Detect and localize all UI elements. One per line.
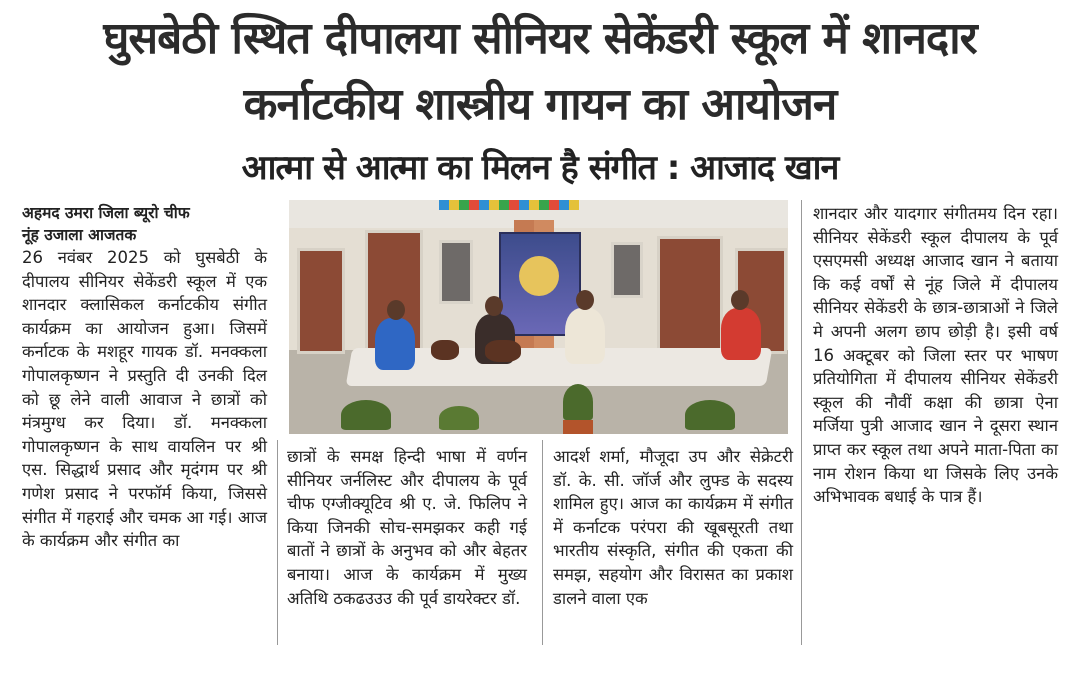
column-divider (801, 200, 802, 645)
article-column-middle-2 (553, 445, 793, 610)
column-divider (542, 440, 543, 645)
headline-line-2: कर्नाटकीय शास्त्रीय गायन का आयोजन (243, 79, 837, 130)
column-text-left: 26 नवंबर 2025 को घुसबेठी के दीपालय सीनियर सेकेंडरी स्कूल में एक शानदार क्लासिकल कर्नाटकीय संगीत कार्यक्रम का आयोजन हुआ। जिसमें कर्नाटक के मशहूर गायक डॉ. मनक्कला गोपालकृष्णन ने प्रस्तुति दी उनकी दिल को छू लेने वाली आवाज ने छात्रों को मंत्रमुग्ध कर दिया। डॉ. मनक्कला गोपालकृष्णन के साथ वायलिन पर श्री एस. सिद्धार्थ प्रसाद और मृदंगम पर श्री गणेश प्रसाद ने परफॉर्म किया, जिससे संगीत में गहराई और चमक आ गई। आज के कार्यक्रम और संगीत का (22, 248, 267, 551)
headline-line-1: घुसबेठी स्थित दीपालया सीनियर सेकेंडरी स्कूल में शानदार (103, 13, 977, 64)
column-divider (277, 440, 278, 645)
article-column-middle-1 (287, 445, 527, 610)
subheadline: आत्मा से आत्मा का मिलन है संगीत : आजाद खान (241, 148, 839, 188)
article-column-left (22, 202, 267, 553)
column-text-middle-2: आदर्श शर्मा, मौजूदा उप और सेक्रेटरी डॉ. के. सी. जॉर्ज और लुफ्ड के सदस्य शामिल हुए। आज का कार्यक्रम में संगीत में कर्नाटक परंपरा की खूबसूरती तथा भारतीय संस्कृति, संगीत की एकता की समझ, सहयोग और विरासत का प्रकाश डालने वाला एक (553, 447, 793, 608)
event-photo (289, 200, 788, 434)
byline-reporter: अहमद उमरा जिला ब्यूरो चीफ (22, 204, 190, 222)
column-text-right: शानदार और यादगार संगीतमय दिन रहा। सीनियर सेकेंडरी स्कूल दीपालय के पूर्व एसएमसी अध्यक्ष आजाद खान ने बताया कि कई वर्षों से नूंह जिले में दीपालय सीनियर सेकेंडरी के छात्र-छात्राओं ने जिले मे अपनी अलग छाप छोड़ी है। इसी वर्ष 16 अक्टूबर को जिला स्तर पर भाषण प्रतियोगिता में दीपालय सीनियर सेकेंडरी स्कूल की नौवीं कक्षा की छात्रा ऐना मर्जिया पुत्री आजाद खान ने दूसरा स्थान प्राप्त कर स्कूल तथा अपने माता-पिता का नाम रोशन किया था जिसके लिए उनके अभिभावक बधाई के पात्र हैं। (813, 204, 1058, 507)
column-text-middle-1: छात्रों के समक्ष हिन्दी भाषा में वर्णन सीनियर जर्नलिस्ट और दीपालय के पूर्व चीफ एग्जीक्यूटिव श्री ए. जे. फिलिप ने किया जिनकी सोच-समझकर कही गई बातों ने छात्रों के अनुभव को और बेहतर बनाया। आज के कार्यक्रम में मुख्य अतिथि ठकढउउउ की पूर्व डायरेक्टर डॉ. (287, 447, 527, 608)
article-column-right (813, 202, 1058, 509)
byline-publication: नूंह उजाला आजतक (22, 226, 137, 244)
